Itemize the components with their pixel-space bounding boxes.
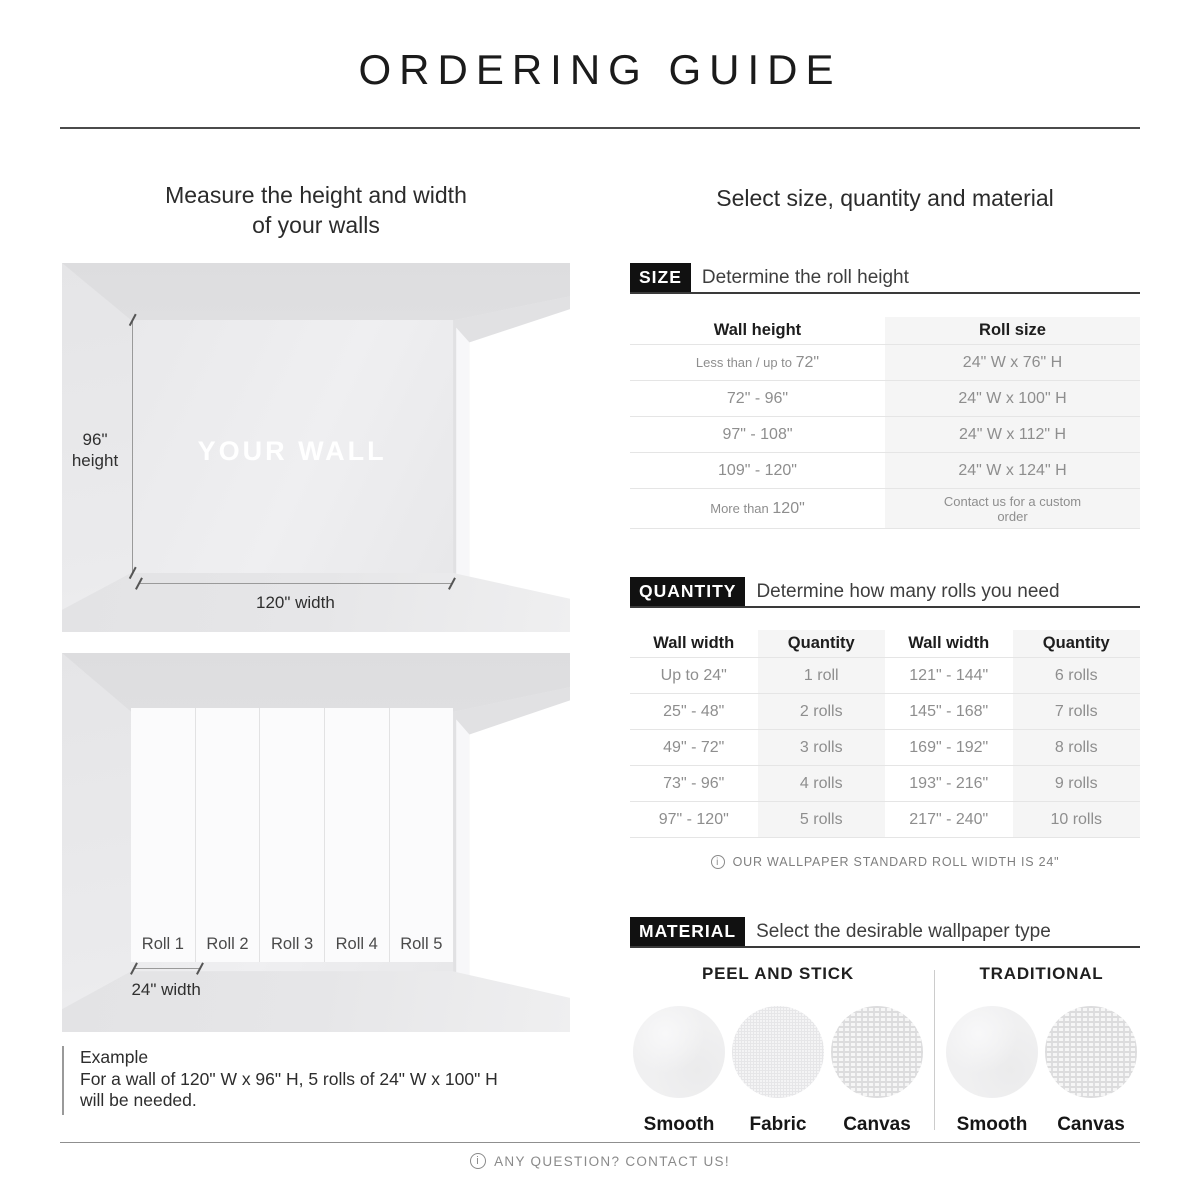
column-header: Roll size xyxy=(885,317,1140,344)
roll-width-note xyxy=(630,855,1140,869)
roll-panel: Roll 5 xyxy=(389,708,454,962)
cell-value: 24" W x 76" H xyxy=(962,353,1063,371)
size-table-header-row xyxy=(630,317,1140,345)
canvas-texture-icon xyxy=(1045,1006,1137,1098)
quantity-cell: 6 rolls xyxy=(1013,658,1141,693)
swatch-label: Fabric xyxy=(749,1114,807,1135)
roll-panel: Roll 4 xyxy=(324,708,389,962)
wall-height-cell xyxy=(630,417,885,452)
column-header: Wall width xyxy=(908,634,990,652)
your-wall-label: YOUR WALL xyxy=(197,436,387,467)
height-label xyxy=(62,429,128,471)
quantity-table xyxy=(630,630,1140,838)
table-row xyxy=(630,694,1140,730)
roll-size-cell xyxy=(885,417,1140,452)
measure-heading xyxy=(62,180,570,240)
cell-value: 24" W x 112" H xyxy=(958,425,1067,443)
header-divider xyxy=(60,127,1140,129)
table-row xyxy=(630,381,1140,417)
size-section xyxy=(630,263,1140,529)
swatch-smooth xyxy=(633,1006,725,1136)
example-note xyxy=(62,1046,498,1115)
roll-size-cell xyxy=(885,345,1140,380)
size-section-header xyxy=(630,263,1140,294)
smooth-texture-icon xyxy=(946,1006,1038,1098)
wall-height-cell xyxy=(630,345,885,380)
height-value: 96" xyxy=(82,430,108,450)
table-row xyxy=(630,802,1140,838)
cell-value: Contact us for a custom order xyxy=(943,493,1082,524)
wall-height-cell xyxy=(630,453,885,488)
example-line2: will be needed. xyxy=(80,1090,197,1110)
table-row xyxy=(630,489,1140,529)
size-badge: SIZE xyxy=(630,263,691,292)
footer-contact-text: ANY QUESTION? CONTACT US! xyxy=(494,1153,730,1169)
footer-divider xyxy=(60,1142,1140,1143)
swatch-fabric xyxy=(732,1006,824,1136)
swatch-canvas xyxy=(831,1006,923,1136)
room-illustration-measure xyxy=(62,263,570,632)
fabric-texture-icon xyxy=(732,1006,824,1098)
quantity-cell: 7 rolls xyxy=(1013,694,1141,729)
height-word: height xyxy=(71,451,119,471)
height-measure-line xyxy=(132,320,133,573)
material-group-title: PEEL AND STICK xyxy=(702,964,854,983)
material-groups xyxy=(630,964,1140,1136)
quantity-badge: QUANTITY xyxy=(630,577,745,606)
wall-width-cell: 97" - 120" xyxy=(658,810,729,828)
example-line1: For a wall of 120" W x 96" H, 5 rolls of 24" W x 100" H xyxy=(80,1068,498,1089)
page-title: ORDERING GUIDE xyxy=(358,46,842,93)
material-group-divider xyxy=(934,970,935,1130)
material-group-title: TRADITIONAL xyxy=(979,964,1104,983)
width-label: 120" width xyxy=(256,592,335,612)
swatch-label: Canvas xyxy=(843,1114,911,1135)
roll-size-cell xyxy=(885,489,1140,528)
quantity-section-title: Determine how many rolls you need xyxy=(756,581,1060,602)
quantity-section-header xyxy=(630,577,1140,608)
cell-prefix: More than xyxy=(710,501,773,516)
room-illustration-rolls xyxy=(62,653,570,1032)
cell-value: 120" xyxy=(772,499,805,517)
wall-width-cell: 169" - 192" xyxy=(909,738,989,756)
roll-size-cell xyxy=(885,453,1140,488)
cell-value: 72" xyxy=(795,353,820,371)
column-header: Quantity xyxy=(1013,630,1141,657)
cell-value: 72" - 96" xyxy=(726,389,789,407)
wall-height-cell xyxy=(630,489,885,528)
cell-prefix: Less than / up to xyxy=(695,355,796,370)
smooth-texture-icon xyxy=(633,1006,725,1098)
select-heading: Select size, quantity and material xyxy=(716,185,1054,211)
wall-width-cell: 73" - 96" xyxy=(663,774,725,792)
table-row xyxy=(630,766,1140,802)
roll-size-cell xyxy=(885,381,1140,416)
swatch-label: Smooth xyxy=(956,1114,1028,1135)
info-icon xyxy=(470,1153,486,1169)
table-row xyxy=(630,417,1140,453)
wall-width-cell: 193" - 216" xyxy=(909,774,989,792)
quantity-cell: 4 rolls xyxy=(758,766,886,801)
wall-height-cell xyxy=(630,381,885,416)
swatch-label: Smooth xyxy=(643,1114,715,1135)
roll-panel: Roll 2 xyxy=(195,708,260,962)
quantity-cell: 10 rolls xyxy=(1013,802,1141,837)
column-header: Wall width xyxy=(653,634,735,652)
roll-width-note-text: OUR WALLPAPER STANDARD ROLL WIDTH IS 24" xyxy=(732,855,1060,869)
size-section-title: Determine the roll height xyxy=(701,267,909,288)
swatch-row xyxy=(943,1006,1140,1136)
info-icon xyxy=(711,855,725,869)
quantity-section xyxy=(630,577,1140,869)
wall-width-cell: 25" - 48" xyxy=(663,702,725,720)
roll-panel: Roll 1 xyxy=(131,708,195,962)
table-row xyxy=(630,658,1140,694)
roll-width-label: 24" width xyxy=(131,980,201,1000)
material-section-header xyxy=(630,917,1140,948)
wall-width-cell: 49" - 72" xyxy=(663,738,725,756)
wall-width-cell: 145" - 168" xyxy=(909,702,989,720)
quantity-cell: 8 rolls xyxy=(1013,730,1141,765)
quantity-table-header-row xyxy=(630,630,1140,658)
table-row xyxy=(630,730,1140,766)
material-section xyxy=(630,917,1140,1136)
footer-contact xyxy=(0,1153,1200,1169)
material-group-peel-and-stick xyxy=(630,964,926,1136)
wall-width-cell: Up to 24" xyxy=(660,666,727,684)
column-header: Wall height xyxy=(713,321,802,339)
canvas-texture-icon xyxy=(831,1006,923,1098)
quantity-cell: 5 rolls xyxy=(758,802,886,837)
table-row xyxy=(630,345,1140,381)
material-group-traditional xyxy=(943,964,1140,1136)
roll-panels xyxy=(131,708,453,962)
material-section-title: Select the desirable wallpaper type xyxy=(756,921,1051,942)
measure-heading-line2: of your walls xyxy=(252,212,380,238)
width-measure-line xyxy=(139,583,451,584)
cell-value: 109" - 120" xyxy=(718,461,797,479)
cell-value: 97" - 108" xyxy=(722,425,793,443)
swatch-canvas xyxy=(1045,1006,1137,1136)
quantity-cell: 3 rolls xyxy=(758,730,886,765)
example-title: Example xyxy=(80,1047,149,1067)
swatch-row xyxy=(630,1006,926,1136)
cell-value: 24" W x 100" H xyxy=(958,389,1067,407)
quantity-cell: 1 roll xyxy=(758,658,886,693)
size-table xyxy=(630,317,1140,529)
column-header: Quantity xyxy=(758,630,886,657)
swatch-smooth xyxy=(946,1006,1038,1136)
cell-value: 24" W x 124" H xyxy=(958,461,1067,479)
table-row xyxy=(630,453,1140,489)
quantity-cell: 9 rolls xyxy=(1013,766,1141,801)
roll-width-measure-line xyxy=(134,968,199,969)
quantity-cell: 2 rolls xyxy=(758,694,886,729)
wall-width-cell: 217" - 240" xyxy=(909,810,989,828)
material-badge: MATERIAL xyxy=(630,917,745,946)
roll-panel: Roll 3 xyxy=(259,708,324,962)
measure-heading-line1: Measure the height and width xyxy=(165,182,467,208)
swatch-label: Canvas xyxy=(1057,1114,1125,1135)
wall-width-cell: 121" - 144" xyxy=(909,666,989,684)
